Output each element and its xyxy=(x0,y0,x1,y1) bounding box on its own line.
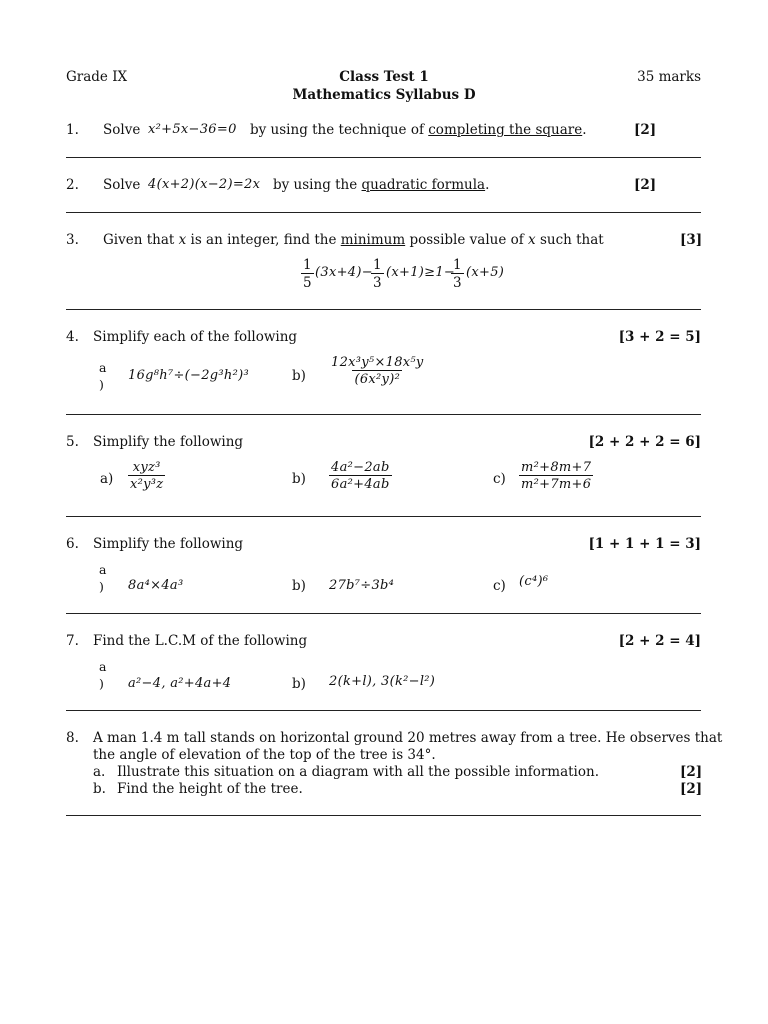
q8-line-1: A man 1.4 m tall stands on horizontal ground 20 metres away from a tree. He observes that xyxy=(93,730,723,746)
q8b-marks: [2] xyxy=(680,781,703,797)
q3-term-3: (x+5) xyxy=(466,265,505,280)
q6a-label-paren: ) xyxy=(99,579,104,594)
divider-1 xyxy=(66,157,701,158)
divider-3 xyxy=(66,309,701,310)
q5a-label: a) xyxy=(100,471,114,487)
divider-7 xyxy=(66,710,701,711)
q1-number: 1. xyxy=(66,122,79,138)
q7a-label-paren: ) xyxy=(99,676,104,691)
q3-marks: [3] xyxy=(680,232,703,248)
q3-term-1: (3x+4)− xyxy=(315,265,373,280)
q7b-label: b) xyxy=(292,676,306,692)
q5a-fraction: xyz³ x²y³z xyxy=(130,460,164,492)
q4a-expression: 16g⁸h⁷÷(−2g³h²)³ xyxy=(128,368,249,383)
q2-instruction: by using the quadratic formula. xyxy=(273,177,490,193)
q2-method: quadratic formula xyxy=(361,177,486,193)
q1-marks: [2] xyxy=(634,122,657,138)
q7-text: Find the L.C.M of the following xyxy=(93,633,308,649)
q7a-label-letter: a xyxy=(99,659,107,674)
grade-label: Grade IX xyxy=(66,69,128,85)
q4-marks: [3 + 2 = 5] xyxy=(618,329,701,345)
q1-instruction: by using the technique of completing the square. xyxy=(250,122,587,138)
q6-text: Simplify the following xyxy=(93,536,244,552)
q5b-fraction: $\frac{\text{4a²−2ab}}{\text{6a²+4ab}}$ xyxy=(331,460,390,492)
q5-marks: [2 + 2 + 2 = 6] xyxy=(588,434,701,450)
q3-fraction-1: $\frac{1}{5}$ xyxy=(303,257,312,291)
q2-number: 2. xyxy=(66,177,79,193)
q2-verb: Solve xyxy=(103,177,141,193)
q4a-label-paren: ) xyxy=(99,377,104,392)
q8-number: 8. xyxy=(66,730,79,746)
q5-number: 5. xyxy=(66,434,79,450)
q2-marks: [2] xyxy=(634,177,657,193)
q7-number: 7. xyxy=(66,633,79,649)
q4b-fraction: $\frac{\text{12x³y⁵×18x⁵y}}{\text{(6x²y)²}}$ xyxy=(331,355,424,387)
q2-equation: 4(x+2)(x−2)=2x xyxy=(148,177,261,192)
q6a-expression: 8a⁴×4a³ xyxy=(128,578,184,593)
q6-marks: [1 + 1 + 1 = 3] xyxy=(588,536,701,552)
test-title: Class Test 1 xyxy=(339,69,429,85)
divider-4 xyxy=(66,414,701,415)
q1-verb: Solve xyxy=(103,122,141,138)
q5c-fraction: $\frac{\text{m²+8m+7}}{\text{m²+7m+6}}$ xyxy=(521,460,592,492)
q5-text: Simplify the following xyxy=(93,434,244,450)
q3-number: 3. xyxy=(66,232,79,248)
q3-fraction-2: $\frac{1}{3}$ xyxy=(373,257,382,291)
divider-2 xyxy=(66,212,701,213)
q7a-expression: a²−4, a²+4a+4 xyxy=(128,676,232,691)
q6c-label: c) xyxy=(493,578,506,594)
q8a-text: Illustrate this situation on a diagram with all the possible information. xyxy=(117,764,599,780)
q4-text: Simplify each of the following xyxy=(93,329,298,345)
divider-5 xyxy=(66,516,701,517)
total-marks: 35 marks xyxy=(637,69,701,85)
q6a-label-letter: a xyxy=(99,562,107,577)
test-subtitle: Mathematics Syllabus D xyxy=(292,87,476,103)
q6b-expression: 27b⁷÷3b⁴ xyxy=(329,578,395,593)
q7-marks: [2 + 2 = 4] xyxy=(618,633,701,649)
q5b-label: b) xyxy=(292,471,306,487)
q1-equation: x²+5x−36=0 xyxy=(148,122,237,137)
q5c-label: c) xyxy=(493,471,506,487)
q4-number: 4. xyxy=(66,329,79,345)
q3-text: Given that x is an integer, find the minimum possible value of x such that xyxy=(103,232,604,248)
q8-line-2: the angle of elevation of the top of the tree is 34°. xyxy=(93,747,436,763)
q1-method: completing the square xyxy=(428,122,583,138)
q6b-label: b) xyxy=(292,578,306,594)
q8b-text: Find the height of the tree. xyxy=(117,781,303,797)
q7b-expression: 2(k+l), 3(k²−l²) xyxy=(329,674,436,689)
q6-number: 6. xyxy=(66,536,79,552)
divider-6 xyxy=(66,613,701,614)
q8a-marks: [2] xyxy=(680,764,703,780)
q8a-label: a. xyxy=(93,764,106,780)
q4b-label: b) xyxy=(292,368,306,384)
q6c-expression: (c⁴)⁶ xyxy=(519,574,549,589)
q3-term-2: (x+1)≥1− xyxy=(386,265,456,280)
divider-8 xyxy=(66,815,701,816)
q8b-label: b. xyxy=(93,781,106,797)
q4a-label-letter: a xyxy=(99,360,107,375)
q3-fraction-3: $\frac{1}{3}$ xyxy=(453,257,462,291)
